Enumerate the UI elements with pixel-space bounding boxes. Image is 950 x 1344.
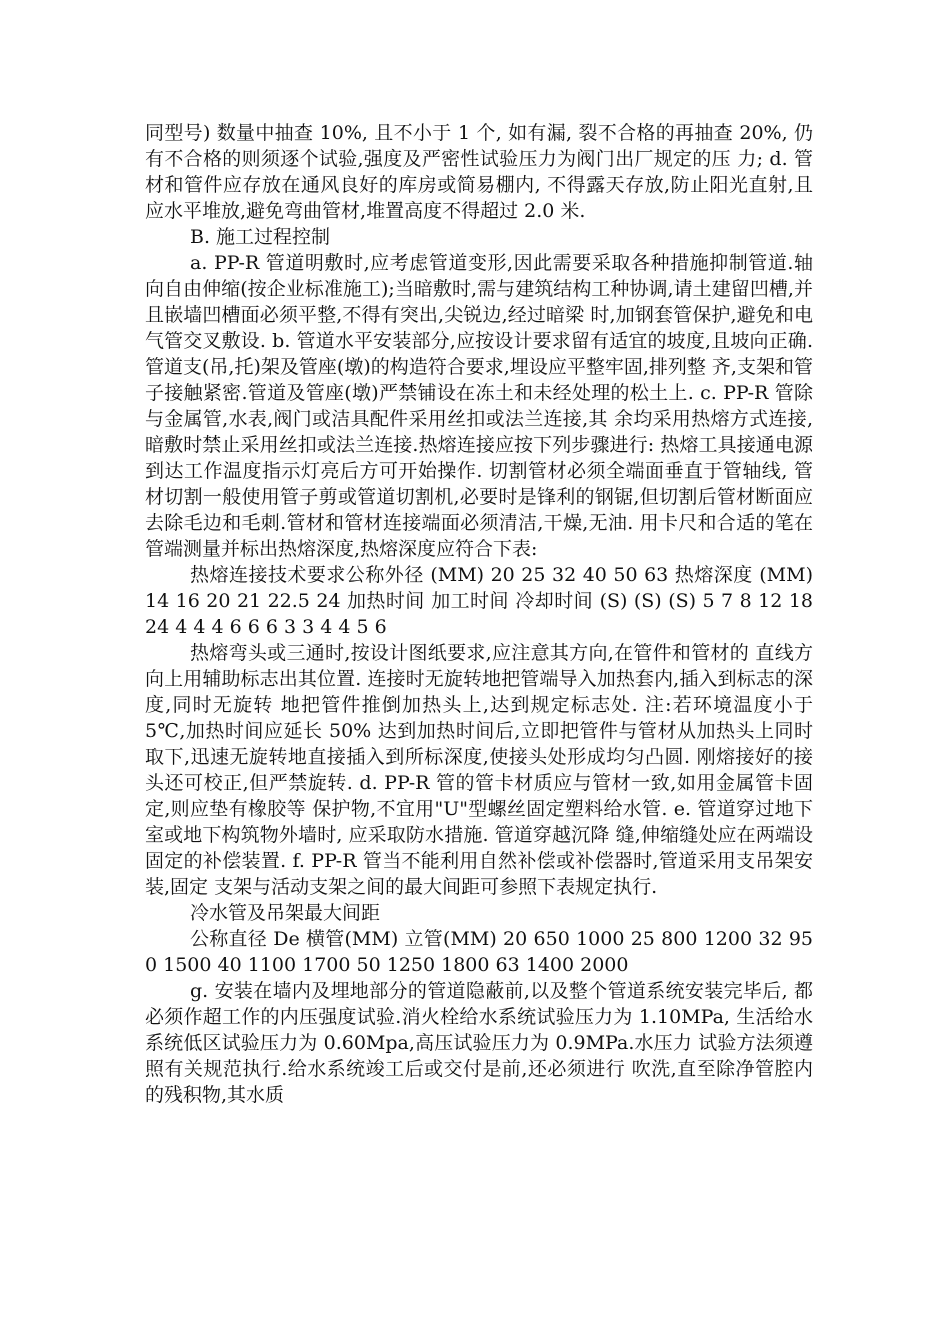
paragraph-pressure-test: g. 安装在墙内及埋地部分的管道隐蔽前,以及整个管道系统安装完毕后, 都必须作超工作的内压强度试验.消火栓给水系统试验压力为 1.10MPa, 生活给水系统低区试验压力为 0.60Mpa,高压试验压力为 0.9MPa.水压力 试验方法须遵照有关规范执行.给水系统竣工后或交付是前,还必须进行 吹洗,直至除净管腔内的残积物,其水质 <box>145 980 813 1106</box>
paragraph-hot-melt-procedure: 热熔弯头或三通时,按设计图纸要求,应注意其方向,在管件和管材的 直线方向上用辅助标志出其位置. 连接时无旋转地把管端导入加热套内,插入到标志的深度,同时无旋转 地把管件推倒加热头上,达到规定标志处. 注:若环境温度小于 5℃,加热时间应延长 50% 达到加热时间后,立即把管件与管材从加热头上同时取下,迅速无旋转地直接插入到所标深度,使接头处形成均匀凸圆. 刚熔接好的接头还可校正,但严禁旋转. d. PP-R 管的管卡材质应与管材一致,如用金属管卡固定,则应垫有橡胶等 保护物,不宜用"U"型螺丝固定塑料给水管. e. 管道穿过地下室或地下构筑物外墙时, 应采取防水措施. 管道穿越沉降 缝,伸缩缝处应在两端设固定的补偿装置. f. PP-R 管当不能利用自然补偿或补偿器时,管道采用支吊架安装,固定 支架与活动支架之间的最大间距可参照下表规定执行. <box>145 642 813 898</box>
paragraph-pipe-installation: a. PP-R 管道明敷时,应考虑管道变形,因此需要采取各种措施抑制管道.轴向自由伸缩(按企业标准施工);当暗敷时,需与建筑结构工种协调,请土建留凹槽,并且嵌墙凹槽面必须平整,不得有突出,尖锐边,经过暗梁 时,加钢套管保护,避免和电气管交叉敷设. b. 管道水平安装部分,应按设计要求留有适宜的坡度,且坡向正确.管道支(吊,托)架及管座(墩)的构造符合要求,埋设应平整牢固,排列整 齐,支架和管子接触紧密.管道及管座(墩)严禁铺设在冻土和未经处理的松土上. c. PP-R 管除与金属管,水表,阀门或洁具配件采用丝扣或法兰连接,其 余均采用热熔方式连接,暗敷时禁止采用丝扣或法兰连接.热熔连接应按下列步骤进行: 热熔工具接通电源到达工作温度指示灯亮后方可开始操作. 切割管材必须全端面垂直于管轴线, 管材切割一般使用管子剪或管道切割机,必要时是锋利的钢锯,但切割后管材断面应去除毛边和毛刺.管材和管材连接端面必须清洁,干燥,无油. 用卡尺和合适的笔在管端测量并标出热熔深度,热熔深度应符合下表: <box>145 252 813 560</box>
paragraph-hot-melt-table: 热熔连接技术要求公称外径 (MM) 20 25 32 40 50 63 热熔深度 (MM) 14 16 20 21 22.5 24 加热时间 加工时间 冷却时间 (S) (S) (S) 5 7 8 12 18 24 4 4 4 6 6 6 3 3 4 4 5 6 <box>145 564 813 638</box>
section-heading-construction-control: B. 施工过程控制 <box>190 226 331 248</box>
paragraph-valve-and-storage: 同型号) 数量中抽查 10%, 且不小于 1 个, 如有漏, 裂不合格的再抽查 20%, 仍有不合格的则须逐个试验,强度及严密性试验压力为阀门出厂规定的压 力; d. 管材和管件应存放在通风良好的库房或简易棚内, 不得露天存放,防止阳光直射,且应水平堆放,避免弯曲管材,堆置高度不得超过 2.0 米. <box>145 122 813 222</box>
table-title-cold-water-spacing: 冷水管及吊架最大间距 <box>190 902 381 924</box>
paragraph-spacing-table: 公称直径 De 横管(MM) 立管(MM) 20 650 1000 25 800 1200 32 950 1500 40 1100 1700 50 1250 1800 63 1400 2000 <box>145 928 813 976</box>
document-body <box>145 120 813 1108</box>
